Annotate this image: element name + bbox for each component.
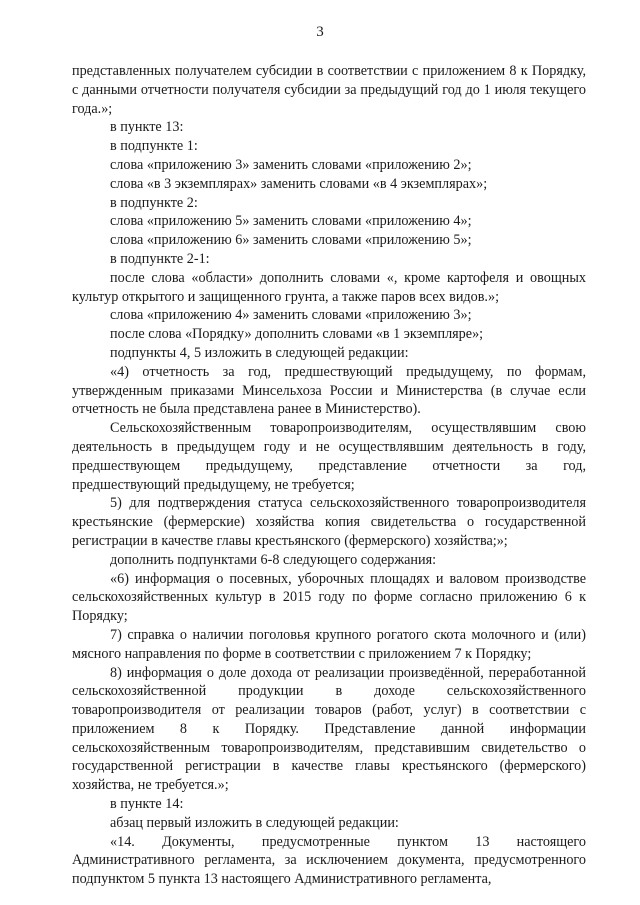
document-body — [72, 62, 586, 889]
paragraph: «6) информация о посевных, уборочных площадях и валовом производстве сельскохозяйственных культур в 2015 году по форме согласно приложению 6 к Порядку; — [72, 570, 586, 625]
paragraph: представленных получателем субсидии в соответствии с приложением 8 к Порядку, с данными отчетности получателя субсидии за предыдущий год до 1 июля текущего года.»; — [72, 63, 586, 117]
paragraph: слова «в 3 экземплярах» заменить словами «в 4 экземплярах»; — [110, 175, 488, 192]
paragraph: «4) отчетность за год, предшествующий предыдущему, по формам, утвержденным приказами Минсельхоза России и Министерства (в случае если отчетность не была представлена ранее в Министерство). — [72, 363, 586, 418]
paragraph: слова «приложению 3» заменить словами «приложению 2»; — [110, 156, 472, 173]
paragraph: дополнить подпунктами 6-8 следующего содержания: — [110, 551, 437, 568]
paragraph: 8) информация о доле дохода от реализации произведённой, переработанной сельскохозяйственной продукции в доходе сельскохозяйственного товаропроизводителя от реализации товаров (работ, услуг) в соответствии с приложением 8 к Порядку. Представление данной информации сельскохозяйственным товаропроизводителям, представившим свидетельство о государственной регистрации в качестве главы крестьянского (фермерского) хозяйства, не требуется.»; — [72, 664, 586, 794]
page-number: 3 — [316, 24, 324, 40]
paragraph: слова «приложению 6» заменить словами «приложению 5»; — [110, 232, 472, 249]
paragraph: в подпункте 1: — [110, 138, 198, 155]
paragraph: слова «приложению 5» заменить словами «приложению 4»; — [110, 213, 472, 230]
paragraph: после слова «области» дополнить словами «, кроме картофеля и овощных культур открытого и защищенного грунта, а также паров всех видов.»; — [72, 269, 586, 305]
paragraph: после слова «Порядку» дополнить словами «в 1 экземпляре»; — [110, 326, 484, 343]
paragraph: в подпункте 2-1: — [110, 250, 210, 267]
paragraph: Сельскохозяйственным товаропроизводителям, осуществлявшим свою деятельность в предыдущем году и не осуществлявшим деятельность в году, предшествующем предыдущему, представление отчетности за год, предшествующий предыдущему, не требуется; — [72, 420, 586, 493]
paragraph: 5) для подтверждения статуса сельскохозяйственного товаропроизводителя крестьянские (фермерские) хозяйства копия свидетельства о государственной регистрации в качестве главы крестьянского (фермерского) хозяйства;»; — [72, 495, 586, 549]
paragraph: в пункте 14: — [110, 796, 184, 813]
paragraph: в пункте 13: — [110, 119, 184, 136]
paragraph: 7) справка о наличии поголовья крупного рогатого скота молочного и (или) мясного направления по форме в соответствии с приложением 7 к Порядку; — [72, 626, 586, 662]
paragraph: абзац первый изложить в следующей редакции: — [110, 814, 399, 831]
paragraph: в подпункте 2: — [110, 194, 198, 211]
paragraph: слова «приложению 4» заменить словами «приложению 3»; — [110, 307, 472, 324]
paragraph: «14. Документы, предусмотренные пунктом 13 настоящего Административного регламента, за исключением документа, предусмотренного подпунктом 5 пункта 13 настоящего Административного регламента, — [72, 833, 586, 888]
paragraph: подпункты 4, 5 изложить в следующей редакции: — [110, 344, 409, 361]
